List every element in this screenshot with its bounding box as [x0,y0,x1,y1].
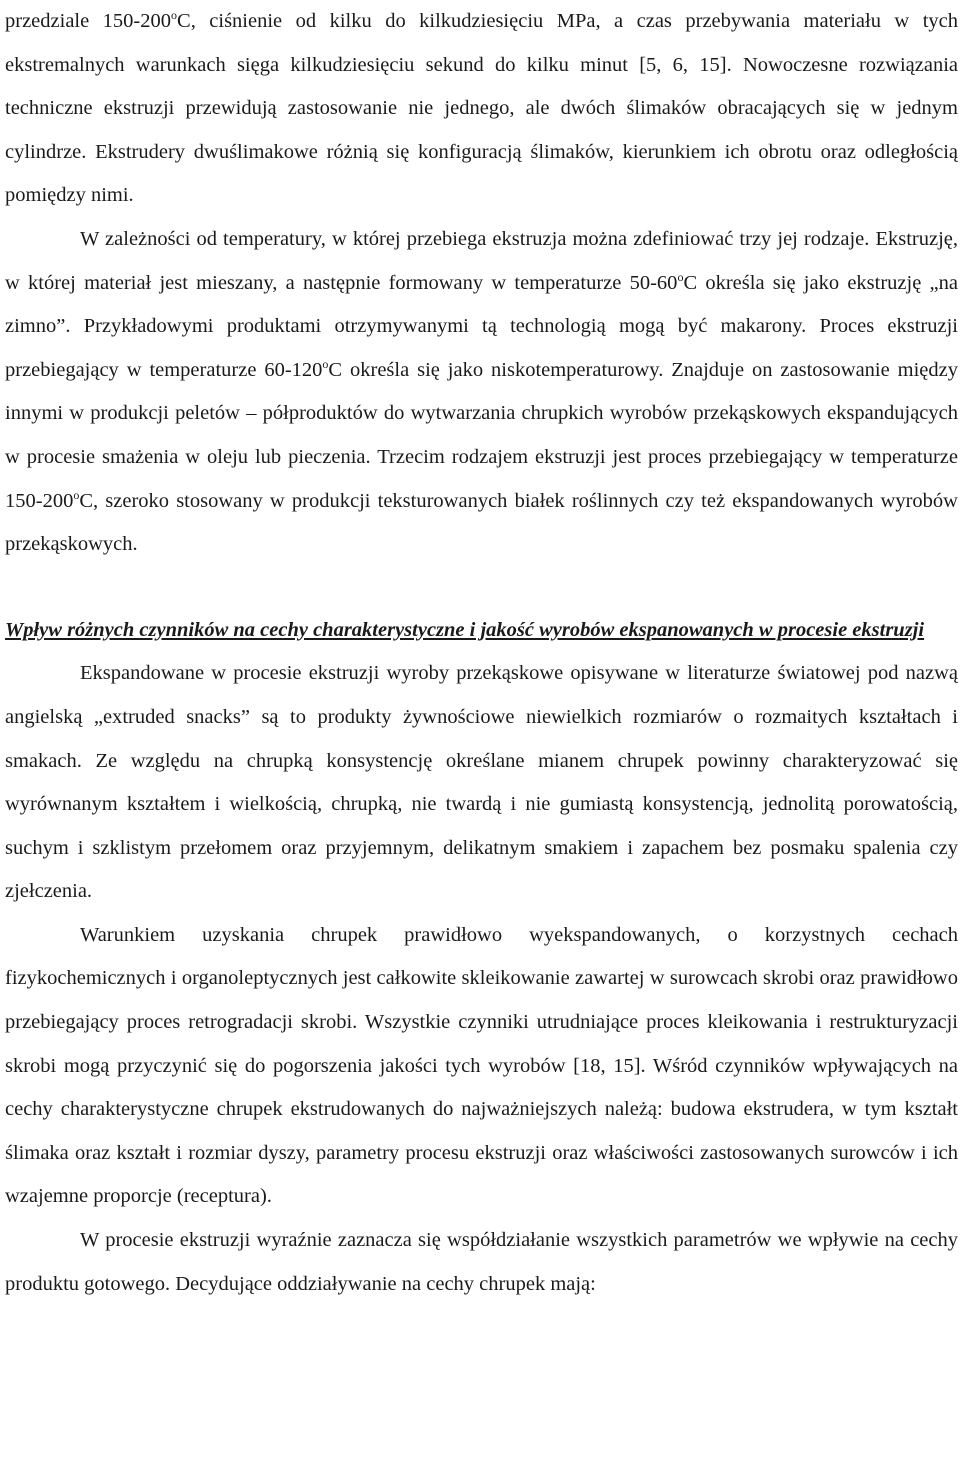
section-spacer [5,567,958,609]
paragraph-extrusion-types [5,218,958,567]
text-run: C, szeroko stosowany w produkcji teksturowanych białek roślinnych czy też ekspandowanych wyrobów przekąskowych. [5,489,958,556]
degree-superscript: o [73,487,80,502]
text-run: C określa się jako ekstruzję „na zimno”. Przykładowymi produktami otrzymywanymi tą technologią mogą być makarony. Proces ekstruzji przebiegający w temperaturze 60-120 [5,271,958,381]
paragraph-parameters-interaction: W procesie ekstruzji wyraźnie zaznacza się współdziałanie wszystkich parametrów we wpływie na cechy produktu gotowego. Decydujące oddziaływanie na cechy chrupek mają: [5,1229,958,1295]
degree-superscript: o [171,8,178,23]
text-run: C określa się jako niskotemperaturowy. Znajduje on zastosowanie między innymi w produkcji peletów – półproduktów do wytwarzania chrupkich wyrobów przekąskowych ekspandujących w procesie smażenia w oleju lub pieczenia. Trzecim rodzajem ekstruzji jest proces przebiegający w temperaturze 150-200 [5,358,958,512]
paragraph-extrusion-intro [5,0,958,218]
degree-superscript: o [322,356,329,371]
document-page [5,0,958,1306]
degree-superscript: o [677,269,684,284]
section-heading: Wpływ różnych czynników na cechy charakterystyczne i jakość wyrobów ekspanowanych w procesie ekstruzji [5,618,925,641]
paragraph-snacks-definition: Ekspandowane w procesie ekstruzji wyroby przekąskowe opisywane w literaturze światowej pod nazwą angielską „extruded snacks” są to produkty żywnościowe niewielkich rozmiarów o rozmaitych kształtach i smakach. Ze względu na chrupką konsystencję określane mianem chrupek powinny charakteryzować się wyrównanym kształtem i wielkością, chrupką, nie twardą i nie gumiastą konsystencją, jednolitą porowatością, suchym i szklistym przełomem oraz przyjemnym, delikatnym smakiem i zapachem bez posmaku spalenia czy zjełczenia. [5,662,958,903]
paragraph-expansion-conditions: Warunkiem uzyskania chrupek prawidłowo wyekspandowanych, o korzystnych cechach fizykochemicznych i organoleptycznych jest całkowite skleikowanie zawartej w surowcach skrobi oraz prawidłowo przebiegający proces retrogradacji skrobi. Wszystkie czynniki utrudniające proces kleikowania i restrukturyzacji skrobi mogą przyczynić się do pogorszenia jakości tych wyrobów [18, 15]. Wśród czynników wpływających na cechy charakterystyczne chrupek ekstrudowanych do najważniejszych należą: budowa ekstrudera, w tym kształt ślimaka oraz kształt i rozmiar dyszy, parametry procesu ekstruzji oraz właściwości zastosowanych surowców i ich wzajemne proporcje (receptura). [5,923,958,1208]
text-run: C, ciśnienie od kilku do kilkudziesięciu MPa, a czas przebywania materiału w tych ekstremalnych warunkach sięga kilkudziesięciu sekund do kilku minut [5, 6, 15]. Nowoczesne rozwiązania techniczne ekstruzji przewidują zastosowanie nie jednego, ale dwóch ślimaków obracających się w jednym cylindrze. Ekstrudery dwuślimakowe różnią się konfiguracją ślimaków, kierunkiem ich obrotu oraz odległością pomiędzy nimi. [5,10,958,207]
text-run: przedziale 150-200 [5,10,172,32]
text-run: W zależności od temperatury, w której przebiega ekstruzja można zdefiniować trzy jej rodzaje. Ekstruzję, w której materiał jest mieszany, a następnie formowany w temperaturze 50-60 [5,227,958,294]
